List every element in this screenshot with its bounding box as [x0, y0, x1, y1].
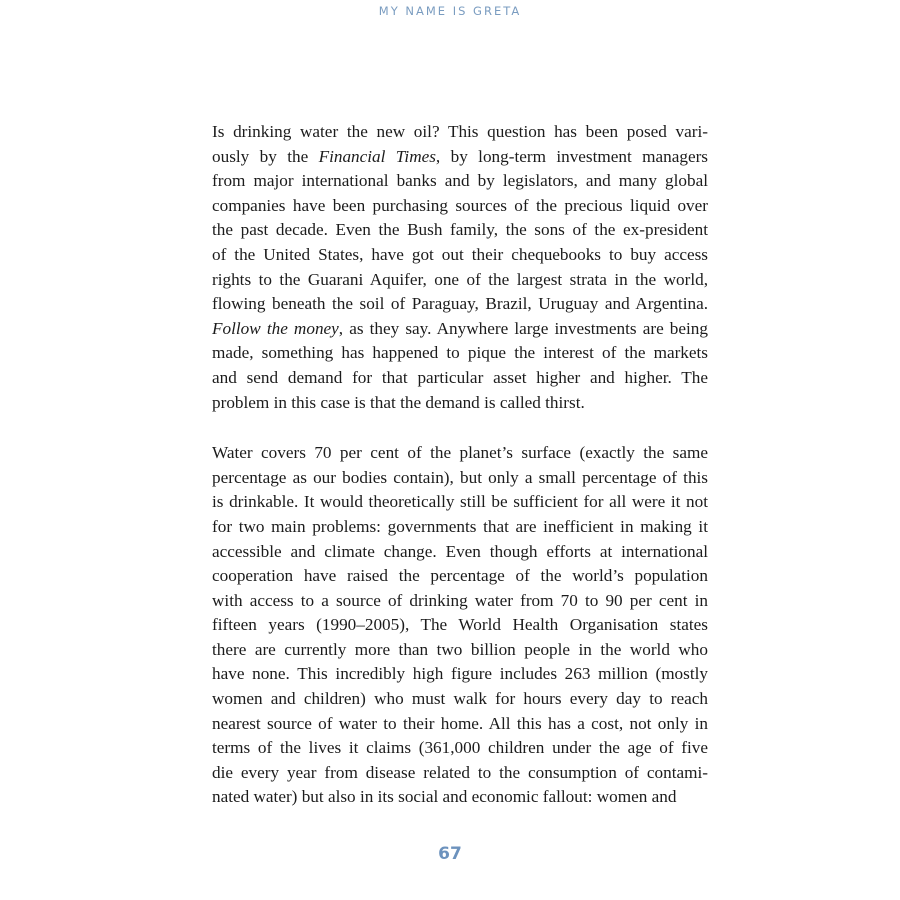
running-head: MY NAME IS GRETA	[378, 4, 522, 18]
text-run: and send demand for that particular asset higher and higher. The	[212, 367, 708, 387]
text-line	[212, 564, 708, 589]
text-run: women and children) who must walk for hours every day to reach	[212, 689, 708, 709]
text-line	[212, 589, 708, 614]
text-run: companies have been purchasing sources of the precious liquid over	[212, 195, 708, 215]
text-run: percentage as our bodies contain), but only a small percentage of this	[212, 467, 708, 487]
italic-text: Financial Times	[318, 146, 436, 166]
text-line	[212, 613, 708, 638]
text-line	[212, 366, 708, 391]
text-run: have none. This incredibly high figure includes 263 million (mostly	[212, 664, 708, 684]
text-line	[212, 515, 708, 540]
text-run: , by long-term investment managers	[435, 146, 708, 166]
text-line	[212, 169, 708, 194]
text-line	[212, 761, 708, 786]
text-run: ously by the	[212, 146, 319, 166]
text-run: for two main problems: governments that are inefficient in making it	[212, 516, 708, 536]
text-line	[212, 317, 708, 342]
text-run: the past decade. Even the Bush family, the sons of the ex-president	[212, 220, 708, 240]
text-line	[212, 736, 708, 761]
paragraph	[212, 441, 708, 810]
text-run: nated water) but also in its social and economic fallout: women and	[212, 787, 677, 807]
text-run: cooperation have raised the percentage of the world’s population	[212, 566, 708, 586]
text-line	[212, 540, 708, 565]
text-run: Water covers 70 per cent of the planet’s surface (exactly the same	[212, 443, 708, 463]
text-line	[212, 268, 708, 293]
text-line	[212, 120, 708, 145]
text-run: Is drinking water the new oil? This question has been posed vari-	[212, 122, 708, 141]
text-run: from major international banks and by legislators, and many global	[212, 171, 708, 191]
body-text	[212, 120, 708, 810]
text-line	[212, 785, 708, 810]
text-run: die every year from disease related to the consumption of contami-	[212, 762, 708, 782]
text-line	[212, 341, 708, 366]
text-line	[212, 145, 708, 170]
text-run: accessible and climate change. Even though efforts at international	[212, 541, 708, 561]
text-run: of the United States, have got out their chequebooks to buy access	[212, 244, 708, 264]
text-line	[212, 638, 708, 663]
text-run: nearest source of water to their home. All this has a cost, not only in	[212, 713, 708, 733]
text-line	[212, 441, 708, 466]
text-run: flowing beneath the soil of Paraguay, Brazil, Uruguay and Argentina.	[212, 294, 708, 314]
text-line	[212, 292, 708, 317]
text-line	[212, 662, 708, 687]
italic-text: Follow the money	[212, 318, 339, 338]
text-run: with access to a source of drinking water from 70 to 90 per cent in	[212, 590, 708, 610]
page-number: 67	[438, 844, 462, 864]
text-line	[212, 194, 708, 219]
text-run: terms of the lives it claims (361,000 children under the age of five	[212, 738, 708, 758]
paragraph-gap	[212, 415, 708, 441]
text-run: , as they say. Anywhere large investments are being	[338, 318, 708, 338]
text-line	[212, 687, 708, 712]
text-line	[212, 466, 708, 491]
text-line	[212, 391, 708, 416]
text-run: there are currently more than two billion people in the world who	[212, 639, 708, 659]
text-run: made, something has happened to pique the interest of the markets	[212, 343, 708, 363]
text-run: problem in this case is that the demand is called thirst.	[212, 392, 585, 412]
text-run: rights to the Guarani Aquifer, one of the largest strata in the world,	[212, 269, 708, 289]
text-line	[212, 490, 708, 515]
text-run: fifteen years (1990–2005), The World Health Organisation states	[212, 615, 708, 635]
text-line	[212, 218, 708, 243]
text-line	[212, 243, 708, 268]
paragraph	[212, 120, 708, 415]
text-run: is drinkable. It would theoretically still be sufficient for all were it not	[212, 492, 708, 512]
text-line	[212, 712, 708, 737]
